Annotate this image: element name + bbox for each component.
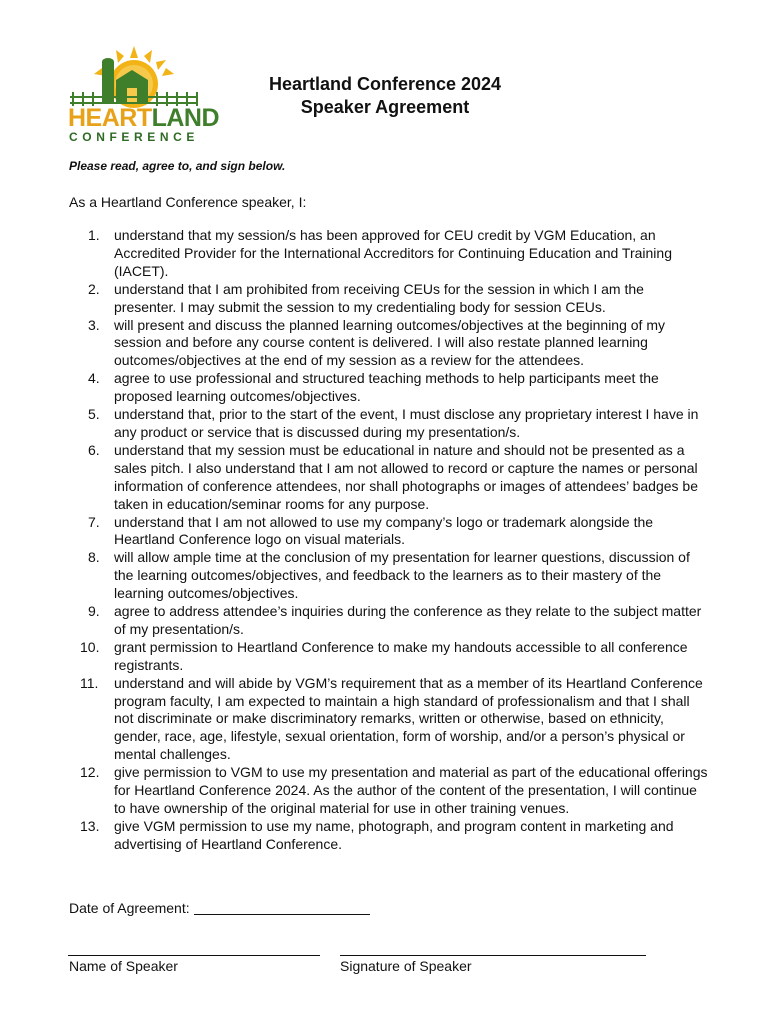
item-text: will allow ample time at the conclusion of my presentation for learner questions, discussion of the learning outcomes/objectives, and feedback to the learners as to their mastery of the learning outcomes/objectives. [114,549,690,602]
signature-of-speaker-label: Signature of Speaker [340,958,472,974]
list-item [70,549,710,603]
list-item [70,514,710,550]
list-item [70,370,710,406]
item-text: understand that my session/s has been approved for CEU credit by VGM Education, an Accredited Provider for the International Accreditors for Continuing Education and Training (IACET). [114,227,672,279]
item-number: 7. [88,513,100,530]
item-number: 4. [88,370,100,387]
title-line-2: Speaker Agreement [300,97,470,117]
item-number: 2. [88,280,100,297]
item-text: understand that I am prohibited from receiving CEUs for the session in which I am the presenter. I may submit the session to my credentialing body for session CEUs. [114,280,644,315]
document-title [230,73,540,119]
item-number: 3. [88,316,100,333]
barn-sun-icon [64,46,204,108]
item-number: 5. [88,406,100,423]
list-item [70,281,710,317]
item-number: 1. [88,227,100,243]
list-item [70,603,710,639]
item-number: 9. [88,603,100,620]
date-field[interactable] [194,900,370,915]
item-number: 11. [80,674,99,691]
list-item [70,764,710,818]
intro-text: As a Heartland Conference speaker, I: [69,194,307,210]
list-item [70,818,710,854]
item-text: grant permission to Heartland Conference to make my handouts accessible to all conference registrants. [114,638,688,673]
list-item [70,227,710,281]
name-line[interactable] [68,955,320,956]
date-of-agreement [69,900,370,916]
heartland-logo [64,46,220,146]
list-item [70,406,710,442]
list-item [70,675,710,765]
item-number: 8. [88,549,100,566]
list-item [70,639,710,675]
item-text: give permission to VGM to use my presentation and material as part of the educational offerings for Heartland Conference 2024. As the author of the content of the presentation, I will continue to have ownership of the original material for use in other training venues. [114,764,708,816]
title-line-1: Heartland Conference 2024 [268,74,502,94]
item-text: understand that my session must be educational in nature and should not be presented as a sales pitch. I also understand that I am not allowed to record or capture the names or personal information of conference attendees, nor shall photographs or images of attendees’ badges be taken in education/seminar rooms for any purpose. [114,441,698,512]
item-text: give VGM permission to use my name, photograph, and program content in marketing and advertising of Heartland Conference. [114,817,674,852]
logo-word-heart: HEART [68,104,152,132]
logo-wordmark [68,106,219,131]
item-text: understand that I am not allowed to use my company’s logo or trademark alongside the Heartland Conference logo on visual materials. [114,513,654,548]
date-label: Date of Agreement: [69,900,190,916]
list-item [70,317,710,371]
item-text: understand and will abide by VGM’s requirement that as a member of its Heartland Conference program faculty, I am expected to maintain a high standard of professionalism and that I shall not discriminate or make discriminatory remarks, written or otherwise, based on ethnicity, gender, race, age, lifestyle, sexual orientation, form of worship, and/or a person’s physical or mental challenges. [114,674,703,763]
name-of-speaker-label: Name of Speaker [69,958,178,974]
item-number: 6. [88,441,100,458]
item-number: 10. [80,638,100,655]
agreement-terms-list [70,227,710,854]
signature-line[interactable] [340,955,646,956]
item-number: 13. [80,817,100,834]
list-item [70,442,710,514]
item-text: understand that, prior to the start of the event, I must disclose any proprietary interest I have in any product or service that is discussed during my presentation/s. [114,406,699,440]
item-number: 12. [80,764,100,781]
logo-subtitle: CONFERENCE [69,130,200,144]
item-text: agree to address attendee’s inquiries during the conference as they relate to the subject matter of my presentation/s. [114,603,702,637]
instruction-text: Please read, agree to, and sign below. [69,159,286,173]
item-text: agree to use professional and structured teaching methods to help participants meet the proposed learning outcomes/objectives. [114,370,659,405]
logo-word-land: LAND [151,104,220,132]
item-text: will present and discuss the planned learning outcomes/objectives at the beginning of my session and before any course content is delivered. I will also restate planned learning outcomes/objectives at the end of my session as a review for the attendees. [114,316,665,369]
